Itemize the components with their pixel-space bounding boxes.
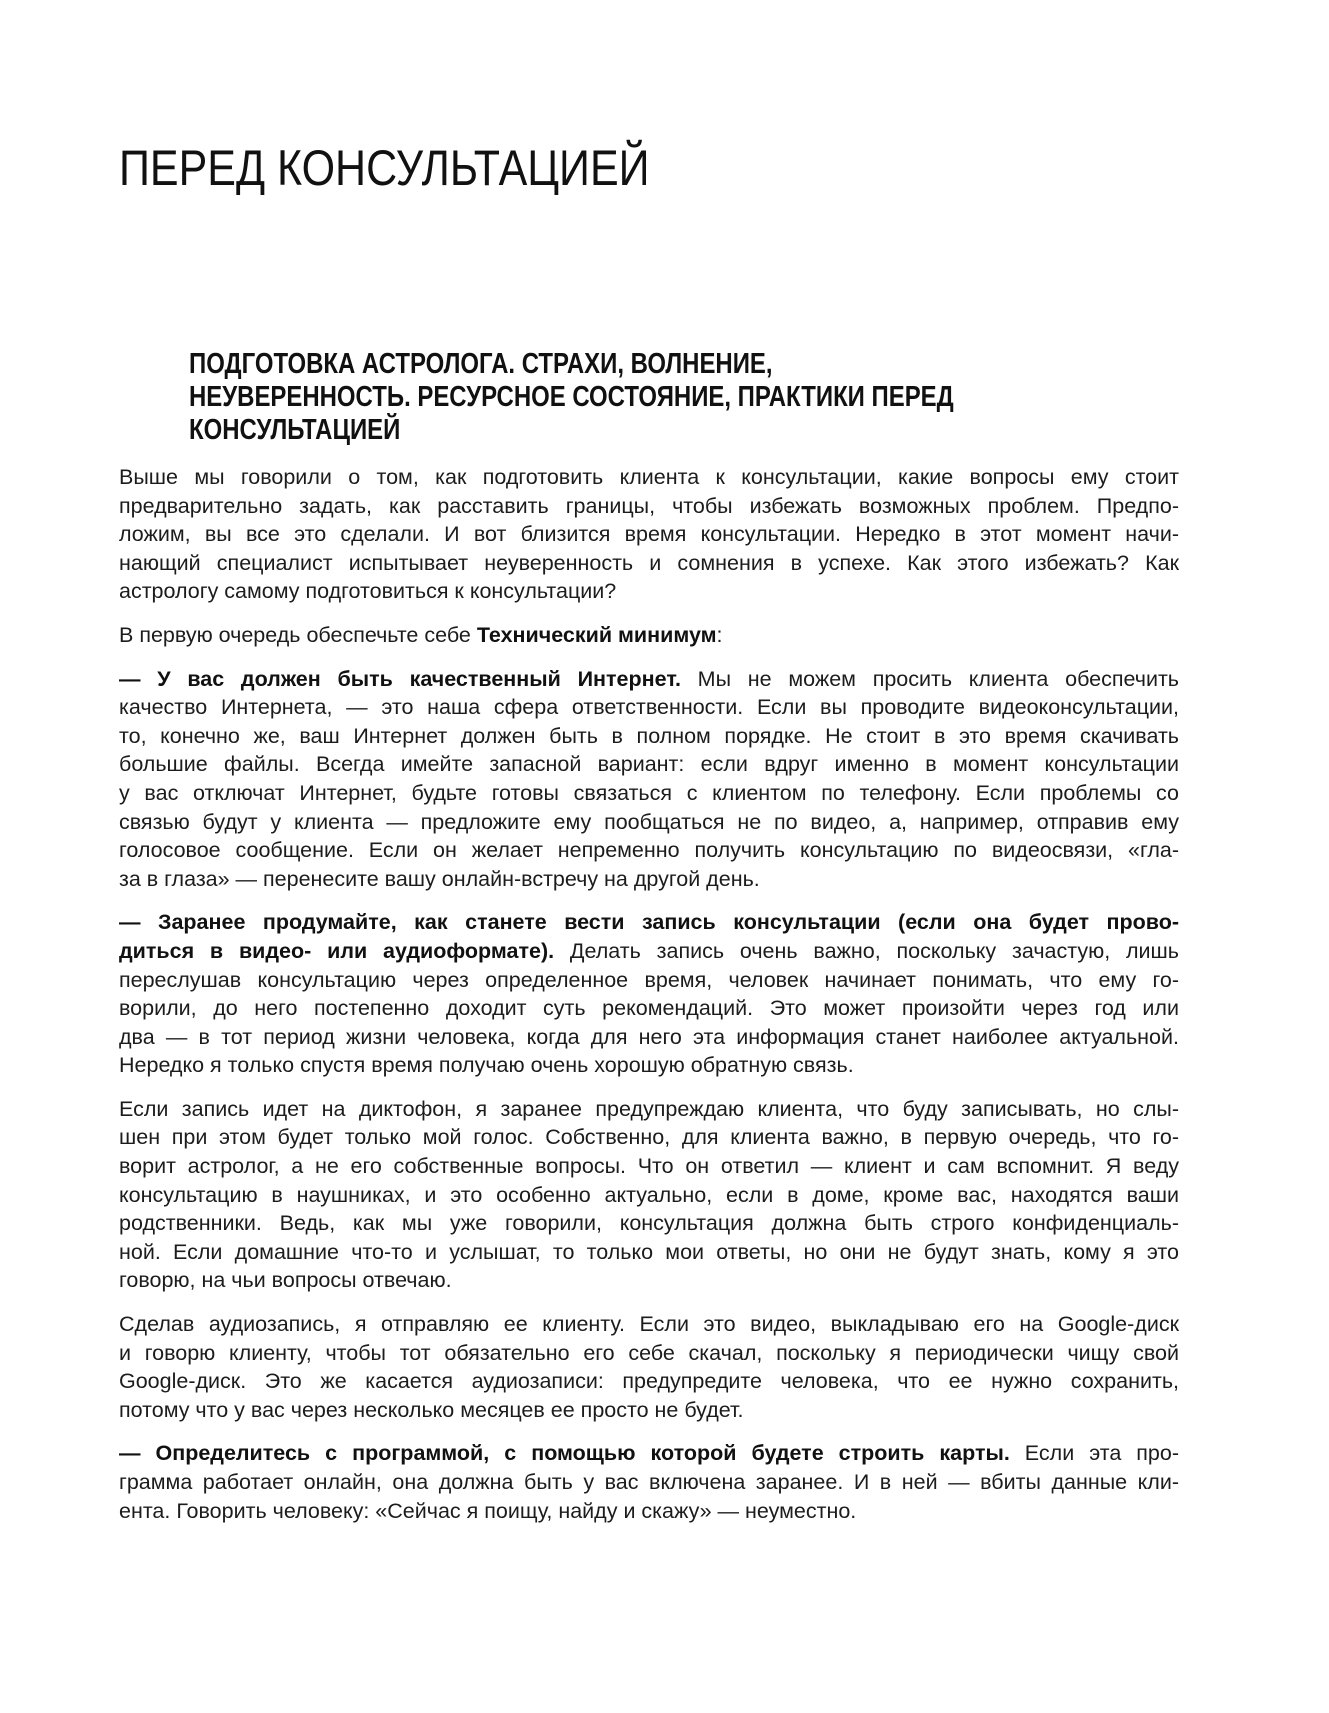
text-line: шен при этом будет только мой голос. Собственно, для клиента важно, в первую очередь, что го- [119,1125,1179,1150]
text-line: говорю, на чьи вопросы отвечаю. [119,1268,452,1293]
text-line: потому что у вас через несколько месяцев ее просто не будет. [119,1397,744,1422]
text-line: предварительно задать, как расставить границы, чтобы избежать возможных проблем. Предпо- [119,493,1179,518]
paragraph-audio-recording [119,1310,1179,1424]
text-line: и говорю клиенту, чтобы тот обязательно его себе скачал, поскольку я периодически чищу свой [119,1340,1179,1365]
text-run: : [716,622,723,647]
text-line [119,665,1179,694]
text-line: ента. Говорить человеку: «Сейчас я поищу, найду и скажу» — неуместно. [119,1498,857,1523]
text-line: два — в тот период жизни человека, когда для него эта информация станет наиболее актуальной. [119,1024,1179,1049]
em-dash-bullet: — [119,1441,141,1466]
paragraph-technical-minimum [119,621,1179,650]
section-title-line: НЕУВЕРЕННОСТЬ. РЕСУРСНОЕ СОСТОЯНИЕ, ПРАКТИКИ ПЕРЕД [189,381,954,413]
text-line: ной. Если домашние что-то и услышат, то только мои ответы, но они не будут знать, кому я это [119,1239,1179,1264]
text-line [119,937,1179,966]
text-run: Делать запись очень важно, поскольку зачастую, лишь [554,938,1179,963]
text-line: Сделав аудиозапись, я отправляю ее клиенту. Если это видео, выкладываю его на Google-диск [119,1312,1179,1337]
text-line: качество Интернета, — это наша сфера ответственности. Если вы проводите видеоконсультации, [119,695,1179,720]
text-line [119,621,1179,650]
bold-term: Технический минимум [476,622,717,647]
bold-lead: Заранее продумайте, как станете вести запись консультации (если она будет прово- [140,910,1179,935]
list-item-recording [119,908,1179,1080]
text-line: ворит астролог, а не его собственные вопросы. Что он ответил — клиент и сам вспомнит. Я веду [119,1154,1179,1179]
section-title-line: ПОДГОТОВКА АСТРОЛОГА. СТРАХИ, ВОЛНЕНИЕ, [189,348,773,380]
text-line [119,908,1179,937]
text-run: Если эта про- [1009,1441,1179,1466]
bold-lead: диться в видео- или аудиоформате). [119,938,555,963]
text-line: Если запись идет на диктофон, я заранее предупреждаю клиента, что буду записывать, но слы- [119,1096,1179,1121]
text-line: большие файлы. Всегда имейте запасной вариант: если вдруг именно в момент консультации [119,752,1179,777]
text-line: у вас отключат Интернет, будьте готовы связаться с клиентом по телефону. Если проблемы со [119,780,1179,805]
chapter-title: ПЕРЕД КОНСУЛЬТАЦИЕЙ [119,140,650,196]
text-line: нающий специалист испытывает неуверенность и сомнения в успехе. Как этого избежать? Как [119,550,1179,575]
list-item-program [119,1439,1179,1525]
text-line: связью будут у клиента — предложите ему пообщаться не по видео, а, например, отправив ему [119,809,1179,834]
body-text [119,463,1179,1540]
section-title [189,348,1029,447]
text-run: Мы не можем просить клиента обеспечить [680,666,1180,691]
bold-lead: Определитесь с программой, с помощью которой будете строить карты. [140,1441,1010,1466]
text-line: грамма работает онлайн, она должна быть у вас включена заранее. И в ней — вбиты данные кли- [119,1470,1179,1494]
section-title-line: КОНСУЛЬТАЦИЕЙ [189,414,401,446]
paragraph-intro [119,463,1179,606]
em-dash-bullet: — [119,666,141,691]
text-line: Нередко я только спустя время получаю очень хорошую обратную связь. [119,1053,854,1078]
text-line [119,1439,1179,1468]
text-run: В первую очередь обеспечьте себе [119,622,477,647]
paragraph-dictaphone [119,1095,1179,1295]
em-dash-bullet: — [119,910,141,935]
text-line: ворили, до него постепенно доходит суть рекомендаций. Это может произойти через год или [119,996,1179,1021]
text-line: за в глаза» — перенесите вашу онлайн-встречу на другой день. [119,866,760,891]
text-line: то, конечно же, ваш Интернет должен быть в полном порядке. Не стоит в это время скачивать [119,723,1179,748]
text-line: голосовое сообщение. Если он желает непременно получить консультацию по видеосвязи, «гла- [119,838,1179,863]
text-line: Google-диск. Это же касается аудиозаписи: предупредите человека, что ее нужно сохранить, [119,1369,1179,1394]
text-line: переслушав консультацию через определенное время, человек начинает понимать, что ему го- [119,967,1179,992]
text-line: Выше мы говорили о том, как подготовить клиента к консультации, какие вопросы ему стоит [119,465,1179,489]
text-line: ложим, вы все это сделали. И вот близится время консультации. Нередко в этот момент начи- [119,522,1179,547]
bold-lead: У вас должен быть качественный Интернет. [140,666,681,691]
list-item-internet [119,665,1179,894]
text-line: астрологу самому подготовиться к консультации? [119,579,617,604]
text-line: консультацию в наушниках, и это особенно актуально, если в доме, кроме вас, находятся ваши [119,1182,1179,1207]
text-line: родственники. Ведь, как мы уже говорили, консультация должна быть строго конфиденциаль- [119,1211,1179,1236]
